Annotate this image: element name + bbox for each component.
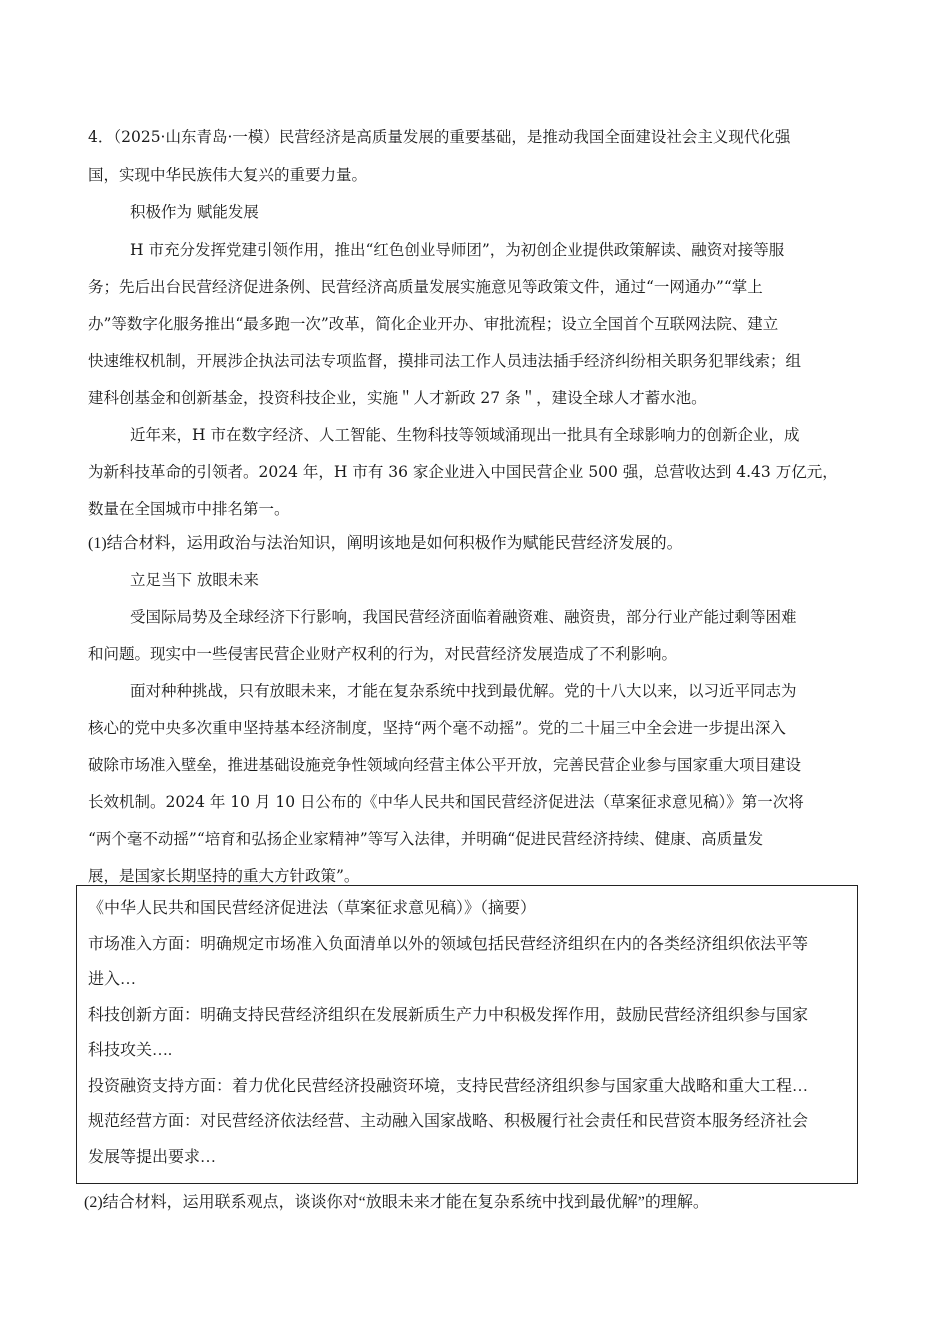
box-line-8: 发展等提出要求…: [88, 1149, 217, 1166]
box-title: 《中华人民共和国民营经济促进法（草案征求意见稿）》（摘要）: [88, 900, 537, 917]
para3-line-1: 受国际局势及全球经济下行影响，我国民营经济面临着融资难、融资贵，部分行业产能过剩等困难: [130, 608, 797, 626]
box-line-2: 市场准入方面：明确规定市场准入负面清单以外的领域包括民营经济组织在内的各类经济组织依法平等: [88, 936, 809, 953]
question-intro-line-1: 4．（2025·山东青岛·一模）民营经济是高质量发展的重要基础，是推动我国全面建设社会主义现代化强: [88, 128, 791, 146]
para4-line-5: “两个毫不动摇”“培育和弘扬企业家精神”等写入法律，并明确“促进民营经济持续、健康、高质量发: [88, 830, 764, 848]
para2-line-1: 近年来，H 市在数字经济、人工智能、生物科技等领域涌现出一批具有全球影响力的创新企业，成: [130, 426, 800, 444]
para2-line-2: 为新科技革命的引领者。2024 年，H 市有 36 家企业进入中国民营企业 500 强，总营收达到 4.43 万亿元，: [88, 463, 838, 481]
para1-line-1: H 市充分发挥党建引领作用，推出“红色创业导师团”，为初创企业提供政策解读、融资对接等服: [130, 241, 785, 259]
sub-question-2: (2)结合材料，运用联系观点，谈谈你对“放眼未来才能在复杂系统中找到最优解”的理解。: [84, 1194, 709, 1211]
para4-line-1: 面对种种挑战，只有放眼未来，才能在复杂系统中找到最优解。党的十八大以来，以习近平同志为: [130, 682, 797, 700]
question-intro-line-2: 国，实现中华民族伟大复兴的重要力量。: [88, 166, 368, 184]
sub-question-1: (1)结合材料，运用政治与法治知识，阐明该地是如何积极作为赋能民营经济发展的。: [88, 535, 683, 552]
section-heading-1: 积极作为 赋能发展: [130, 203, 259, 221]
para4-line-3: 破除市场准入壁垒，推进基础设施竞争性领域向经营主体公平开放，完善民营企业参与国家重大项目建设: [88, 756, 802, 774]
para1-line-4: 快速维权机制，开展涉企执法司法专项监督，摸排司法工作人员违法插手经济纠纷相关职务犯罪线索；组: [88, 352, 802, 370]
box-line-6: 投资融资支持方面：着力优化民营经济投融资环境，支持民营经济组织参与国家重大战略和重大工程…: [88, 1078, 809, 1095]
para4-line-2: 核心的党中央多次重申坚持基本经济制度，坚持“两个毫不动摇”。党的二十届三中全会进一步提出深入: [88, 719, 786, 737]
para1-line-5: 建科创基金和创新基金，投资科技企业，实施＂人才新政 27 条＂，建设全球人才蓄水池。: [88, 389, 707, 407]
law-excerpt-box: [76, 885, 858, 1184]
box-line-7: 规范经营方面：对民营经济依法经营、主动融入国家战略、积极履行社会责任和民营资本服务经济社会: [88, 1113, 809, 1130]
section-heading-2: 立足当下 放眼未来: [130, 571, 259, 589]
para1-line-3: 办”等数字化服务推出“最多跑一次”改革，简化企业开办、审批流程；设立全国首个互联网法院、建立: [88, 315, 779, 333]
para2-line-3: 数量在全国城市中排名第一。: [88, 500, 290, 518]
para3-line-2: 和问题。现实中一些侵害民营企业财产权利的行为，对民营经济发展造成了不利影响。: [88, 645, 678, 663]
box-line-5: 科技攻关….: [88, 1042, 173, 1059]
para4-line-6: 展，是国家长期坚持的重大方针政策”。: [88, 867, 360, 885]
box-line-3: 进入…: [88, 971, 137, 988]
box-line-4: 科技创新方面：明确支持民营经济组织在发展新质生产力中积极发挥作用，鼓励民营经济组织参与国家: [88, 1007, 809, 1024]
para1-line-2: 务；先后出台民营经济促进条例、民营经济高质量发展实施意见等政策文件，通过“一网通办”“掌上: [88, 278, 763, 296]
para4-line-4: 长效机制。2024 年 10 月 10 日公布的《中华人民共和国民营经济促进法（草案征求意见稿）》第一次将: [88, 793, 804, 811]
